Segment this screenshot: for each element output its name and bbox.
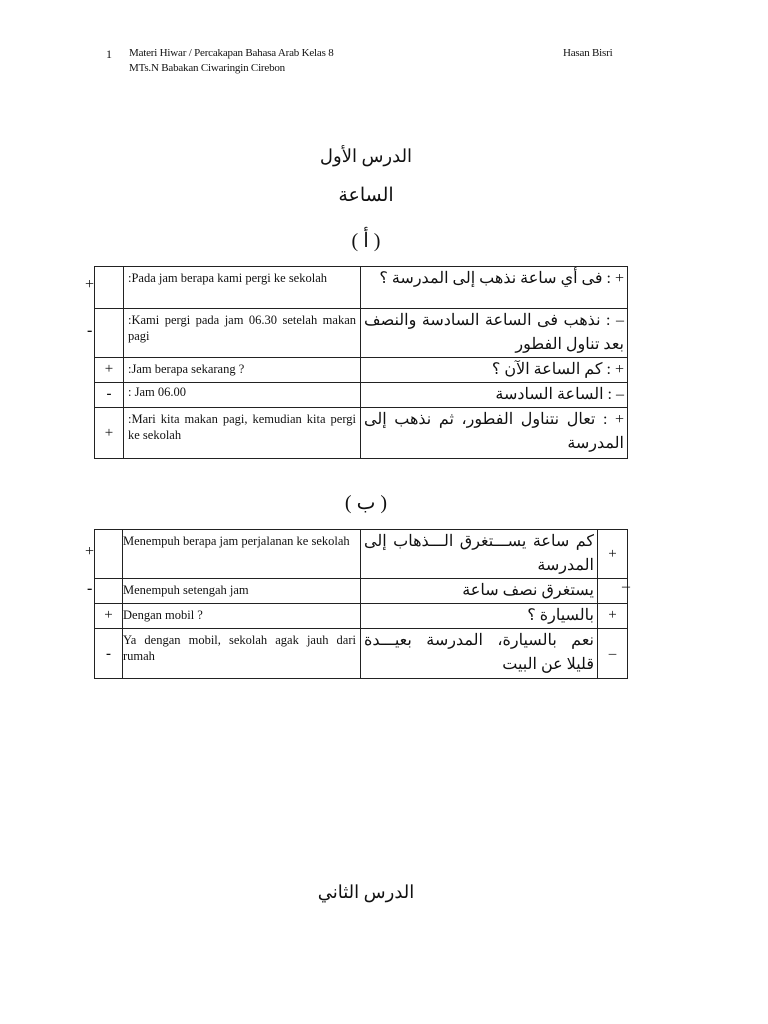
arabic-cell: كم ساعة يســـتغرق الـــذهاب إلى المدرسة [361, 530, 598, 579]
indonesian-cell: :Mari kita makan pagi, kemudian kita pergi ke sekolah [124, 408, 361, 459]
indonesian-cell: :Jam berapa sekarang ? [124, 358, 361, 383]
section-b-label: ( ب ) [344, 492, 388, 514]
table-row [95, 383, 628, 408]
indonesian-cell: :Pada jam berapa kami pergi ke sekolah [124, 267, 361, 309]
arabic-cell: بالسيارة ؟ [361, 604, 598, 629]
table-row [95, 604, 628, 629]
turn-marker-right: + [598, 604, 628, 629]
indonesian-cell: Menempuh berapa jam perjalanan ke sekolah [123, 530, 361, 579]
header-author: Hasan Bisri [563, 47, 613, 59]
table-row [95, 267, 628, 309]
turn-marker: - [95, 383, 124, 408]
lesson2-title: الدرس الثاني [317, 882, 415, 902]
indonesian-cell: Ya dengan mobil, sekolah agak jauh dari rumah [123, 629, 361, 679]
section-a-label: ( أ ) [351, 230, 381, 252]
turn-marker-right: – [598, 629, 628, 679]
dialogue-table-a [94, 266, 628, 459]
header-line-2: MTs.N Babakan Ciwaringin Cirebon [129, 62, 285, 74]
lesson1-subtitle: الساعة [338, 185, 394, 206]
turn-marker: + [95, 408, 124, 459]
indonesian-cell: Menempuh setengah jam [123, 579, 361, 604]
arabic-cell: + : تعال نتناول الفطور، ثم نذهب إلى المدرسة [361, 408, 628, 459]
turn-marker-outside: - [87, 580, 93, 597]
turn-marker [95, 267, 124, 309]
indonesian-cell: : Jam 06.00 [124, 383, 361, 408]
arabic-cell: – : نذهب فى الساعة السادسة والنصف بعد تناول الفطور [361, 309, 628, 358]
table-row [95, 579, 628, 604]
table-row [95, 629, 628, 679]
page-number: 1 [106, 47, 112, 61]
arabic-cell: + : كم الساعة الآن ؟ [361, 358, 628, 383]
indonesian-cell: :Kami pergi pada jam 06.30 setelah makan pagi [124, 309, 361, 358]
turn-marker [95, 309, 124, 358]
turn-marker [95, 530, 123, 579]
table-row [95, 358, 628, 383]
turn-marker [95, 579, 123, 604]
turn-marker: - [95, 629, 123, 679]
turn-marker: + [95, 604, 123, 629]
turn-marker-outside: + [85, 276, 95, 293]
indonesian-cell: Dengan mobil ? [123, 604, 361, 629]
turn-marker-outside: - [87, 322, 93, 339]
table-row [95, 309, 628, 358]
header-line-1: Materi Hiwar / Percakapan Bahasa Arab Kelas 8 [129, 47, 334, 59]
table-row [95, 408, 628, 459]
lesson1-title: الدرس الأول [319, 146, 413, 166]
arabic-cell: نعم بالسيارة، المدرسة بعيـــدة قليلا عن البيت [361, 629, 598, 679]
dialogue-table-b [94, 529, 628, 679]
arabic-cell: – : الساعة السادسة [361, 383, 628, 408]
turn-marker: + [95, 358, 124, 383]
turn-marker-outside-right: – [622, 578, 630, 595]
arabic-cell: يستغرق نصف ساعة [361, 579, 598, 604]
turn-marker-right: + [598, 530, 628, 579]
table-row [95, 530, 628, 579]
arabic-cell: + : فى أي ساعة نذهب إلى المدرسة ؟ [361, 267, 628, 309]
turn-marker-outside: + [85, 543, 95, 560]
